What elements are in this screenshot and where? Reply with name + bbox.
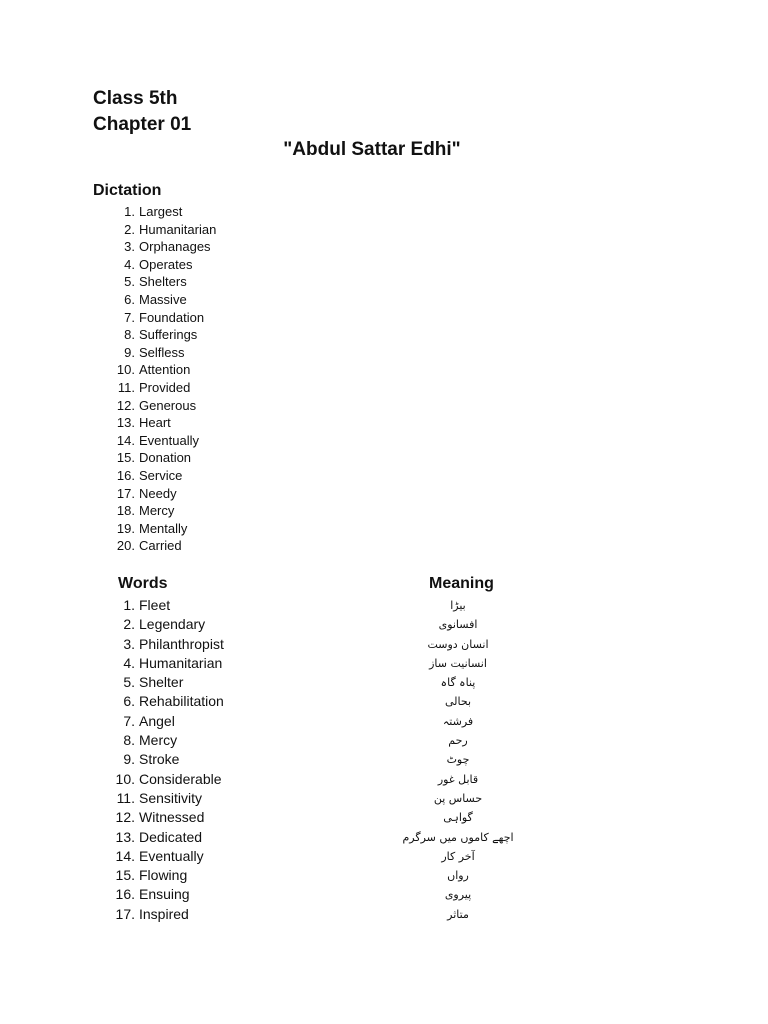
dictation-item-number: 11.: [117, 379, 135, 395]
dictation-item-word: Provided: [139, 379, 191, 395]
dictation-item: [0, 520, 768, 538]
vocabulary-meaning: انسان دوست: [427, 637, 489, 651]
dictation-item: [0, 221, 768, 239]
dictation-item: [0, 537, 768, 555]
dictation-item-word: Carried: [139, 538, 182, 554]
vocabulary-word: Ensuing: [139, 886, 190, 903]
vocabulary-word: Philanthropist: [139, 635, 224, 652]
dictation-item-number: 20.: [116, 538, 135, 554]
vocabulary-number: 11.: [116, 789, 135, 806]
vocabulary-word: Sensitivity: [139, 789, 203, 806]
vocabulary-word: Rehabilitation: [139, 693, 224, 710]
vocabulary-word: Inspired: [139, 905, 189, 922]
dictation-item: [0, 238, 768, 256]
vocabulary-row: [0, 692, 768, 711]
dictation-item-number: 3.: [124, 239, 135, 255]
dictation-item-word: Shelters: [139, 274, 187, 290]
vocabulary-word: Witnessed: [139, 809, 205, 826]
dictation-item-word: Mercy: [139, 503, 175, 519]
vocabulary-meaning: فرشتہ: [442, 714, 474, 728]
dictation-item-number: 15.: [116, 450, 135, 466]
dictation-item-word: Orphanages: [139, 239, 211, 255]
vocabulary-number: 6.: [123, 693, 135, 710]
dictation-item-word: Service: [139, 467, 183, 483]
dictation-item-number: 1.: [124, 204, 135, 219]
dictation-item: [0, 361, 768, 379]
dictation-item-word: Donation: [139, 450, 192, 466]
vocabulary-row: [0, 654, 768, 673]
chapter-label: Chapter 01: [93, 114, 192, 135]
vocabulary-number: 16.: [115, 886, 135, 903]
vocabulary-word: Angel: [139, 712, 175, 729]
dictation-item-number: 14.: [116, 432, 135, 448]
vocabulary-word: Mercy: [139, 732, 178, 749]
vocabulary-word: Dedicated: [139, 828, 203, 845]
vocabulary-number: 7.: [123, 712, 135, 729]
dictation-item-word: Humanitarian: [139, 221, 217, 237]
class-label: Class 5th: [93, 88, 178, 109]
vocabulary-number: 3.: [123, 635, 135, 652]
dictation-item: [0, 449, 768, 467]
vocabulary-word: Legendary: [139, 616, 206, 633]
dictation-item: [0, 379, 768, 397]
dictation-item-word: Foundation: [139, 309, 205, 325]
vocabulary-number: 1.: [123, 597, 135, 613]
dictation-item-number: 6.: [124, 291, 135, 307]
vocabulary-meaning: اچھے کاموں میں سرگرم: [402, 830, 514, 844]
dictation-item-number: 16.: [116, 467, 135, 483]
vocabulary-word: Shelter: [139, 674, 184, 691]
dictation-item: [0, 273, 768, 291]
vocabulary-word: Considerable: [139, 770, 222, 787]
vocabulary-word: Fleet: [139, 597, 171, 613]
vocabulary-row: [0, 847, 768, 866]
vocabulary-number: 9.: [123, 751, 135, 768]
vocabulary-word: Flowing: [139, 867, 188, 884]
dictation-item: [0, 467, 768, 485]
vocabulary-meaning: گواہی: [443, 811, 473, 825]
dictation-item: [0, 203, 768, 221]
dictation-item-number: 18.: [116, 503, 135, 519]
vocabulary-row: [0, 673, 768, 692]
vocabulary-number: 14.: [115, 847, 135, 864]
vocabulary-number: 10.: [115, 770, 135, 787]
dictation-item-word: Eventually: [139, 432, 199, 448]
vocabulary-meaning: پیروی: [444, 888, 472, 902]
vocabulary-meaning: حساس پن: [433, 791, 483, 805]
dictation-item-word: Generous: [139, 397, 197, 413]
vocabulary-meaning: افسانوی: [438, 618, 478, 632]
dictation-item: [0, 502, 768, 520]
dictation-item-word: Largest: [139, 204, 183, 219]
vocabulary-meaning: بیڑا: [450, 599, 466, 612]
dictation-list: [0, 203, 768, 555]
vocabulary-meaning: قابل غور: [437, 772, 479, 786]
vocabulary-row: [0, 712, 768, 731]
dictation-item: [0, 344, 768, 362]
vocabulary-meaning: پناہ گاہ: [440, 676, 476, 690]
vocabulary-number: 2.: [123, 616, 135, 633]
dictation-item-word: Sufferings: [139, 327, 198, 343]
vocabulary-number: 8.: [123, 732, 135, 749]
vocabulary-number: 12.: [115, 809, 135, 826]
vocabulary-row: [0, 770, 768, 789]
vocabulary-number: 15.: [115, 867, 135, 884]
vocabulary-meaning: رحم: [448, 734, 468, 748]
dictation-item-word: Mentally: [139, 520, 188, 536]
words-heading: Words: [118, 575, 168, 592]
dictation-item-number: 17.: [116, 485, 135, 501]
vocabulary-row: [0, 596, 768, 615]
vocabulary-row: [0, 885, 768, 904]
vocabulary-meaning: انسانیت ساز: [429, 656, 487, 670]
vocabulary-meaning: چوٹ: [446, 753, 470, 767]
page-title: "Abdul Sattar Edhi": [283, 139, 461, 160]
dictation-item-number: 9.: [124, 344, 135, 360]
dictation-item: [0, 291, 768, 309]
dictation-item-word: Attention: [139, 362, 191, 378]
dictation-item: [0, 414, 768, 432]
dictation-item: [0, 485, 768, 503]
dictation-item: [0, 397, 768, 415]
vocabulary-number: 5.: [123, 674, 135, 691]
vocabulary-number: 4.: [123, 654, 135, 671]
vocabulary-word: Stroke: [139, 751, 180, 768]
vocabulary-row: [0, 635, 768, 654]
dictation-item-word: Operates: [139, 256, 193, 272]
dictation-item: [0, 432, 768, 450]
dictation-item-number: 13.: [116, 415, 135, 431]
vocabulary-row: [0, 731, 768, 750]
dictation-item-word: Needy: [139, 485, 177, 501]
vocabulary-word: Humanitarian: [139, 654, 223, 671]
dictation-item-number: 12.: [116, 397, 135, 413]
dictation-heading: Dictation: [93, 182, 162, 199]
dictation-item-number: 2.: [124, 221, 135, 237]
vocabulary-row: [0, 615, 768, 634]
dictation-item: [0, 256, 768, 274]
dictation-item-number: 8.: [124, 327, 135, 343]
vocabulary-number: 13.: [115, 828, 135, 845]
vocabulary-row: [0, 905, 768, 924]
vocabulary-number: 17.: [115, 905, 135, 922]
vocabulary-meaning: بحالی: [444, 695, 472, 709]
dictation-item-number: 4.: [124, 256, 135, 272]
dictation-item-number: 19.: [116, 520, 135, 536]
vocabulary-meaning: متاثر: [447, 907, 469, 921]
vocabulary-meaning: رواں: [447, 869, 469, 883]
vocabulary-row: [0, 808, 768, 827]
dictation-item-number: 5.: [124, 274, 135, 290]
dictation-item-word: Heart: [139, 415, 171, 431]
vocabulary-word: Eventually: [139, 847, 204, 864]
dictation-item-word: Massive: [139, 291, 187, 307]
vocabulary-row: [0, 828, 768, 847]
vocabulary-list: [0, 596, 768, 924]
dictation-item: [0, 309, 768, 327]
vocabulary-row: [0, 866, 768, 885]
vocabulary-row: [0, 789, 768, 808]
dictation-item-word: Selfless: [139, 344, 185, 360]
vocabulary-meaning: آخر کار: [441, 849, 475, 863]
dictation-item-number: 7.: [124, 309, 135, 325]
dictation-item-number: 10.: [116, 362, 135, 378]
meaning-heading: Meaning: [429, 575, 494, 592]
dictation-item: [0, 326, 768, 344]
vocabulary-row: [0, 750, 768, 769]
